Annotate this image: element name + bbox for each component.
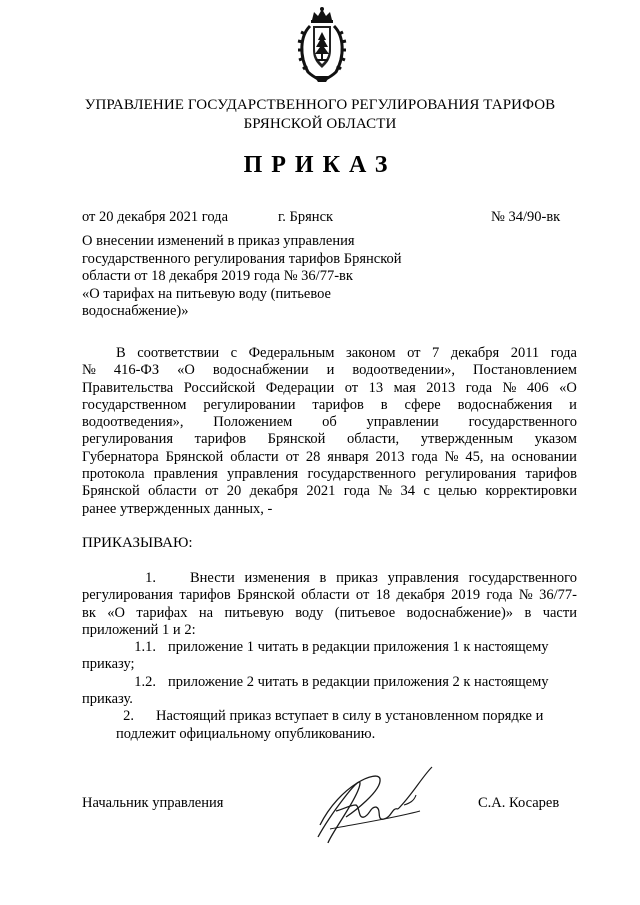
subject-line: О внесении изменений в приказ управления — [82, 233, 355, 249]
item-1-1-text: приложение 1 читать в редакции приложения 1 к настоящему — [168, 639, 549, 656]
signatory-name: С.А. Косарев — [478, 795, 560, 811]
preamble-line: Правительства Российской Федерации от 13 мая 2013 года № 406 «О — [82, 379, 577, 396]
preamble-line: Брянской области от 20 декабря 2021 года № 34 с целью корректировки — [82, 483, 577, 500]
preamble-line: № 416-ФЗ «О водоснабжении и водоотведении», Постановлением — [82, 362, 577, 379]
item-2-continuation: подлежит официальному опубликованию. — [116, 725, 376, 742]
subject-line: «О тарифах на питьевую воду (питьевое — [82, 285, 331, 302]
item-1-2-text: приложение 2 читать в редакции приложения 2 к настоящему — [168, 673, 549, 690]
item-1-line: приложений 1 и 2: — [82, 621, 196, 638]
order-number: № 34/90-вк — [491, 209, 561, 225]
subject-line: водоснабжение)» — [82, 303, 189, 319]
preamble-line: протокола правления управления государственного регулирования тарифов — [82, 466, 577, 483]
subject-line: области от 18 декабря 2019 года № 36/77-вк — [82, 268, 353, 284]
order-items — [82, 570, 577, 743]
preamble-paragraph — [82, 345, 577, 518]
preamble-line: водоотведения», Положением об управлении государственного — [82, 414, 577, 431]
coat-of-arms-icon — [296, 6, 348, 84]
item-2 — [82, 708, 577, 725]
item-1-line: Внести изменения в приказ управления государственного — [190, 570, 577, 586]
item-2-number: 2. — [123, 708, 134, 725]
item-1-1-continuation: приказу; — [82, 656, 135, 673]
item-1-1 — [82, 639, 577, 656]
preamble-line: Губернатора Брянской области от 28 января 2013 года № 45, на основании — [82, 448, 577, 465]
item-1-2 — [82, 674, 577, 691]
item-1-line: регулирования тарифов Брянской области от 18 декабря 2019 года № 36/77- — [82, 587, 577, 604]
handwritten-signature-icon — [300, 765, 450, 845]
order-date: от 20 декабря 2021 года — [82, 209, 228, 225]
signatory-position: Начальник управления — [82, 795, 224, 811]
item-1-1-number: 1.1. — [134, 639, 156, 656]
subject-line: государственного регулирования тарифов Брянской — [82, 250, 402, 267]
document-title: ПРИКАЗ — [243, 152, 397, 178]
preamble-line: В соответствии с Федеральным законом от 7 декабря 2011 года — [116, 345, 577, 361]
preamble-line: государственном регулировании тарифов в сфере водоснабжения и — [82, 396, 577, 413]
order-subject — [82, 233, 412, 321]
organization-name-line2: БРЯНСКОЙ ОБЛАСТИ — [243, 116, 397, 132]
organization-name-line1: УПРАВЛЕНИЕ ГОСУДАРСТВЕННОГО РЕГУЛИРОВАНИЯ ТАРИФОВ — [84, 97, 556, 113]
item-2-text: Настоящий приказ вступает в силу в установленном порядке и — [156, 708, 544, 725]
item-1-line: вк «О тарифах на питьевую воду (питьевое водоснабжение)» в части — [82, 604, 577, 621]
item-1-2-continuation: приказу. — [82, 691, 133, 708]
preamble-line: ранее утвержденных данных, - — [82, 500, 273, 517]
item-1 — [82, 570, 577, 587]
preamble-line: регулирования тарифов Брянской области, утвержденным указом — [82, 431, 577, 448]
item-1-2-number: 1.2. — [134, 673, 156, 690]
organization-header — [40, 96, 600, 134]
item-1-number: 1. — [145, 570, 156, 586]
order-city: г. Брянск — [278, 209, 334, 225]
order-word: ПРИКАЗЫВАЮ: — [82, 535, 193, 551]
